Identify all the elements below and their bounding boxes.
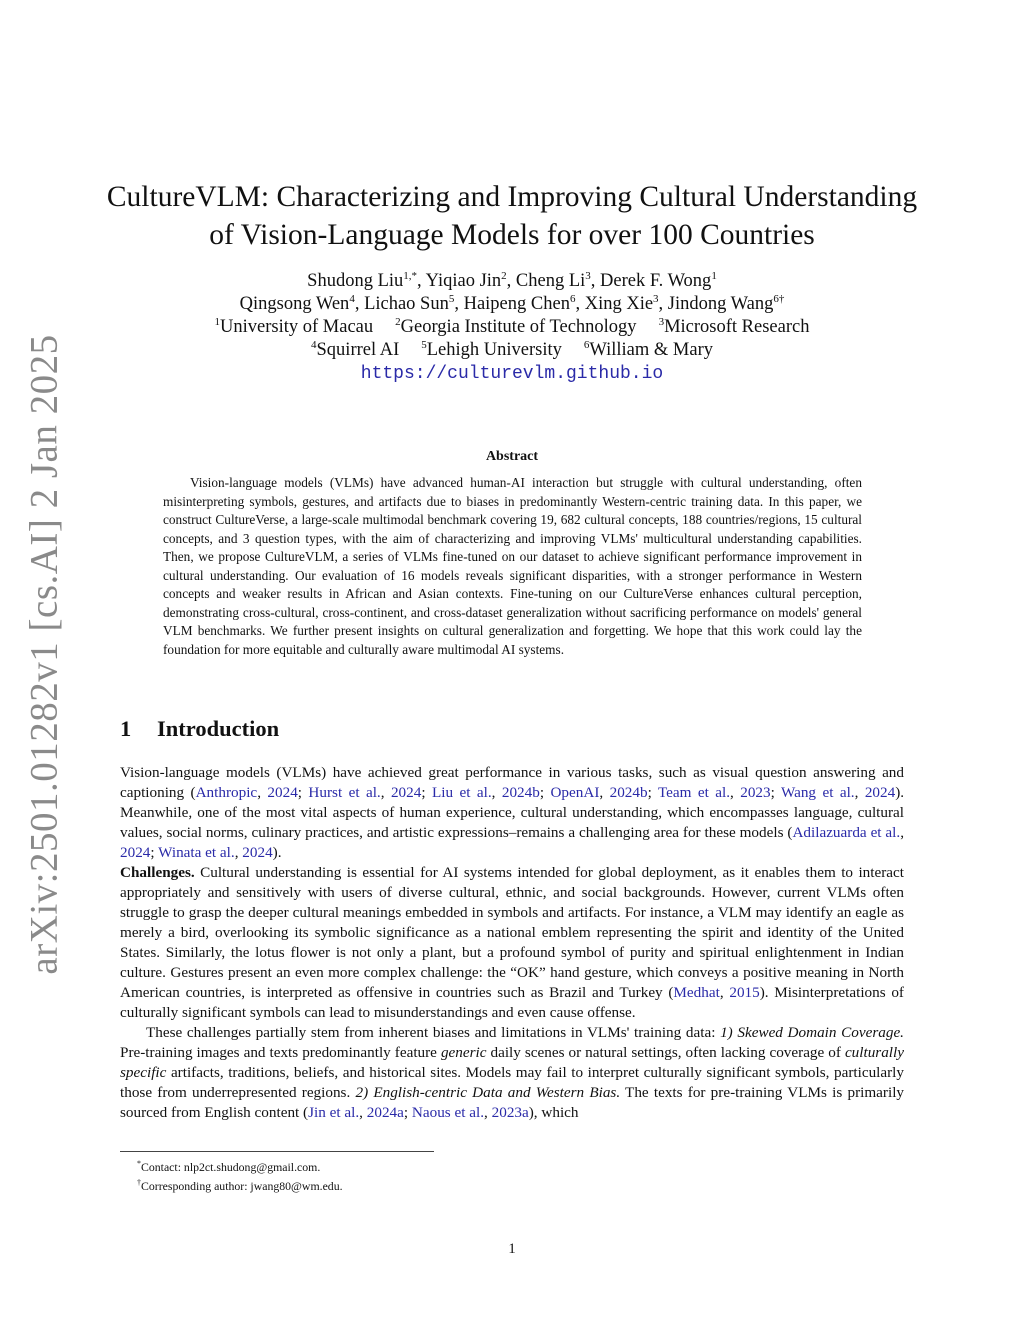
citation-link[interactable]: 2024a: [366, 1104, 404, 1121]
title-line-1: CultureVLM: Characterizing and Improving Cultural Understanding: [106, 181, 918, 213]
paragraph-text: The texts for pre-training VLMs is primarily sourced from English content (: [120, 1084, 905, 1121]
citation-link[interactable]: 2024: [242, 844, 273, 861]
author-affiliation-mark: 6: [569, 292, 576, 305]
citation-link[interactable]: Adilazuarda et al.: [792, 824, 901, 841]
author-name: Yiqiao Jin: [425, 271, 502, 291]
citation-link[interactable]: Medhat: [673, 984, 720, 1001]
citation-separator: ,: [484, 1104, 492, 1121]
author-line-2: Qingsong Wen$^4$, Lichao Sun$^5$, Haipeng Chen$^6$, Xing Xie$^3$, Jindong Wang$^{6\dagger}$: [239, 292, 785, 314]
affiliation-name: University of Macau: [220, 317, 374, 337]
author-affiliation-mark: 3: [653, 292, 659, 305]
footnote-mark: *: [137, 1159, 141, 1168]
intro-paragraph-3: [120, 1023, 904, 1123]
paragraph-text: Cultural understanding is essential for AI systems intended for global deployment, as it enables them to interact appropriately and sensitively with users of diverse cultural, ethnic, and social backgrounds. However, current VLMs often struggle to grasp the deeper cultural meanings embedded in symbols and artifacts. For instance, a VLM may identify an eagle as merely a bird, overlooking its symbolic significance as a national emblem representing the spirit and identity of the United States. Similarly, the lotus flower is not only a plant, but a profound symbol of purity and spiritual enlightenment in Indian culture. Gestures present an even more complex challenge: the “OK” hand gesture, which conveys a positive meaning in North American countries, is interpreted as offensive in countries such as Brazil and Turkey (: [120, 864, 904, 1001]
citation-link[interactable]: Hurst et al.: [308, 784, 381, 801]
paragraph-text: ), which: [528, 1104, 579, 1121]
footnote-text: Corresponding author: jwang80@wm.edu.: [141, 1179, 343, 1194]
citation-link[interactable]: 2023a: [491, 1104, 529, 1121]
citation-link[interactable]: 2024: [267, 784, 298, 801]
paragraph-text: ). Misinterpretations of culturally significant symbols can lead to misunderstandings and even cause offense.: [120, 984, 904, 1021]
author-name: Haipeng Chen: [463, 294, 570, 314]
citation-separator: ;: [150, 844, 159, 861]
paragraph-text: ).: [272, 844, 282, 861]
affiliation-number: 1: [214, 315, 221, 328]
affiliation-name: Georgia Institute of Technology: [400, 317, 637, 337]
author-name: Qingsong Wen: [239, 294, 350, 314]
paragraph-text: Pre-training images and texts predominantly feature: [120, 1044, 441, 1061]
affiliation-number: 4: [311, 338, 317, 351]
author-affiliation-mark: 1: [711, 269, 717, 282]
footnote-text: Contact: nlp2ct.shudong@gmail.com.: [141, 1159, 321, 1174]
arxiv-identifier-text: arXiv:2501.01282v1 [cs.AI] 2 Jan 2025: [22, 333, 66, 975]
author-name: Cheng Li: [515, 271, 586, 291]
abstract-heading: Abstract: [485, 449, 539, 464]
author-affiliation-mark: 5: [448, 292, 455, 305]
project-url-link[interactable]: https://culturevlm.github.io: [360, 364, 664, 384]
author-name: Lichao Sun: [364, 294, 449, 314]
affiliation-number: 2: [395, 315, 401, 328]
footnote-contact: [137, 1156, 343, 1175]
affiliation-line-1: [100, 316, 924, 339]
page-number: 1: [508, 1241, 516, 1257]
paragraph-text: ). Meanwhile, one of the most vital aspects of human experience, cultural understanding, which encompasses language, cultural values, social norms, culinary practices, and artistic expressions–remains a challenging area for these models (: [120, 784, 905, 841]
intro-paragraph-1: [120, 763, 904, 863]
author-affiliation-mark: 2: [501, 269, 507, 282]
affiliation-name: Squirrel AI: [316, 340, 400, 360]
paragraph-text: These challenges partially stem from inherent biases and limitations in VLMs' training data:: [146, 1024, 721, 1041]
citation-separator: ,: [257, 784, 268, 801]
citation-link[interactable]: 2024: [120, 844, 151, 861]
author-affiliation-mark: 4: [349, 292, 355, 305]
author-affiliation-mark: 6†: [773, 292, 785, 305]
footnote-divider: [120, 1151, 434, 1152]
citation-link[interactable]: OpenAI: [550, 784, 600, 801]
citation-link[interactable]: Naous et al.: [411, 1104, 485, 1121]
emphasis-text: 2) English-centric Data and Western Bias.: [355, 1084, 621, 1101]
citation-link[interactable]: Anthropic: [195, 784, 258, 801]
affiliation-name: Microsoft Research: [664, 317, 810, 337]
affiliation-name: William & Mary: [589, 340, 713, 360]
citation-separator: ,: [900, 824, 904, 841]
affiliation-number: 6: [583, 338, 590, 351]
citation-link[interactable]: 2024: [390, 784, 422, 801]
footnotes: [137, 1156, 343, 1195]
citation-separator: ;: [647, 784, 658, 801]
citation-separator: ,: [730, 784, 741, 801]
citation-separator: ,: [719, 984, 730, 1001]
citation-link[interactable]: 2015: [729, 984, 760, 1001]
author-affiliation-mark: 3: [585, 269, 591, 282]
citation-link[interactable]: 2024b: [501, 784, 540, 801]
citation-separator: ,: [599, 784, 610, 801]
author-name: Derek F. Wong: [600, 271, 712, 291]
abstract-text: Vision-language models (VLMs) have advanced human-AI interaction but struggle with cultural understanding, often misinterpreting symbols, gestures, and artifacts due to biases in predominantly Western-centric training data. In this paper, we construct CultureVerse, a large-scale multimodal benchmark covering 19, 682 cultural concepts, 188 countries/regions, 15 cultural concepts, and 3 question types, with the aim of characterizing and improving VLMs' multicultural understanding capabilities. Then, we propose CultureVLM, a series of VLMs fine-tuned on our dataset to achieve significant performance improvement in cultural understanding. Our evaluation of 16 models reveals significant disparities, with a stronger performance in Western concepts and weaker results in African and Asian contexts. Fine-tuning on our CultureVerse enhances cultural perception, demonstrating cross-cultural, cross-continent, and cross-dataset generalization without sacrificing performance on models' general VLM benchmarks. We further present insights on cultural generalization and forgetting. We hope that this work could lay the foundation for more equitable and culturally aware multimodal AI systems.: [163, 475, 862, 657]
affiliation-name: Lehigh University: [426, 340, 562, 360]
emphasis-text: generic: [440, 1044, 487, 1061]
affiliation-number: 3: [658, 315, 665, 328]
citation-separator: ;: [297, 784, 309, 801]
citation-link[interactable]: 2024b: [609, 784, 648, 801]
paragraph-text: artifacts, traditions, beliefs, and historical sites. Models may fail to interpret culturally significant symbols, particularly those from underrepresented regions.: [120, 1064, 904, 1101]
paper-title: [100, 178, 924, 254]
citation-separator: ,: [234, 844, 243, 861]
citation-separator: ;: [770, 784, 781, 801]
arxiv-identifier-stamp: [14, 333, 74, 975]
author-affiliation-mark: 1,*: [403, 269, 418, 282]
intro-paragraph-2: [120, 863, 904, 1023]
emphasis-text: 1) Skewed Domain Coverage.: [720, 1024, 904, 1041]
title-line-2: of Vision-Language Models for over 100 Countries: [209, 219, 815, 251]
footnote-corresponding-author: [137, 1175, 343, 1194]
footnote-mark: †: [137, 1178, 141, 1188]
introduction-body: [120, 763, 904, 1123]
citation-separator: ;: [539, 784, 551, 801]
citation-separator: ,: [359, 1104, 367, 1121]
citation-separator: ;: [403, 1104, 412, 1121]
citation-link[interactable]: Wang et al.: [780, 784, 855, 801]
author-name: Jindong Wang: [667, 294, 774, 314]
citation-link[interactable]: 2024: [864, 784, 896, 801]
paragraph-text: daily scenes or natural settings, often lacking coverage of: [486, 1044, 845, 1061]
project-url-line: [100, 362, 924, 386]
emphasis-text: culturally specific: [120, 1044, 904, 1081]
citation-link[interactable]: Winata et al.: [158, 844, 235, 861]
paragraph-lead: Challenges.: [120, 864, 195, 881]
author-line-1: Shudong Liu$^{1,*}$, Yiqiao Jin$^2$, Cheng Li$^3$, Derek F. Wong$^1$: [307, 269, 717, 291]
citation-link[interactable]: 2023: [740, 784, 771, 801]
citation-separator: ,: [491, 784, 502, 801]
citation-link[interactable]: Team et al.: [657, 784, 731, 801]
citation-link[interactable]: Liu et al.: [431, 784, 492, 801]
affiliation-line-2: [100, 339, 924, 362]
citation-link[interactable]: Jin et al.: [308, 1104, 360, 1121]
author-name: Xing Xie: [584, 294, 654, 314]
author-name: Shudong Liu: [307, 271, 404, 291]
citation-separator: ;: [421, 784, 432, 801]
citation-separator: ,: [854, 784, 865, 801]
author-block: [100, 270, 924, 386]
affiliation-number: 5: [421, 338, 427, 351]
section-number: 1: [120, 716, 132, 741]
section-heading: [120, 716, 279, 742]
section-title: Introduction: [157, 716, 280, 741]
citation-separator: ,: [380, 784, 391, 801]
paragraph-text: Vision-language models (VLMs) have achieved great performance in various tasks, such as visual question answering and captioning (: [120, 764, 904, 801]
